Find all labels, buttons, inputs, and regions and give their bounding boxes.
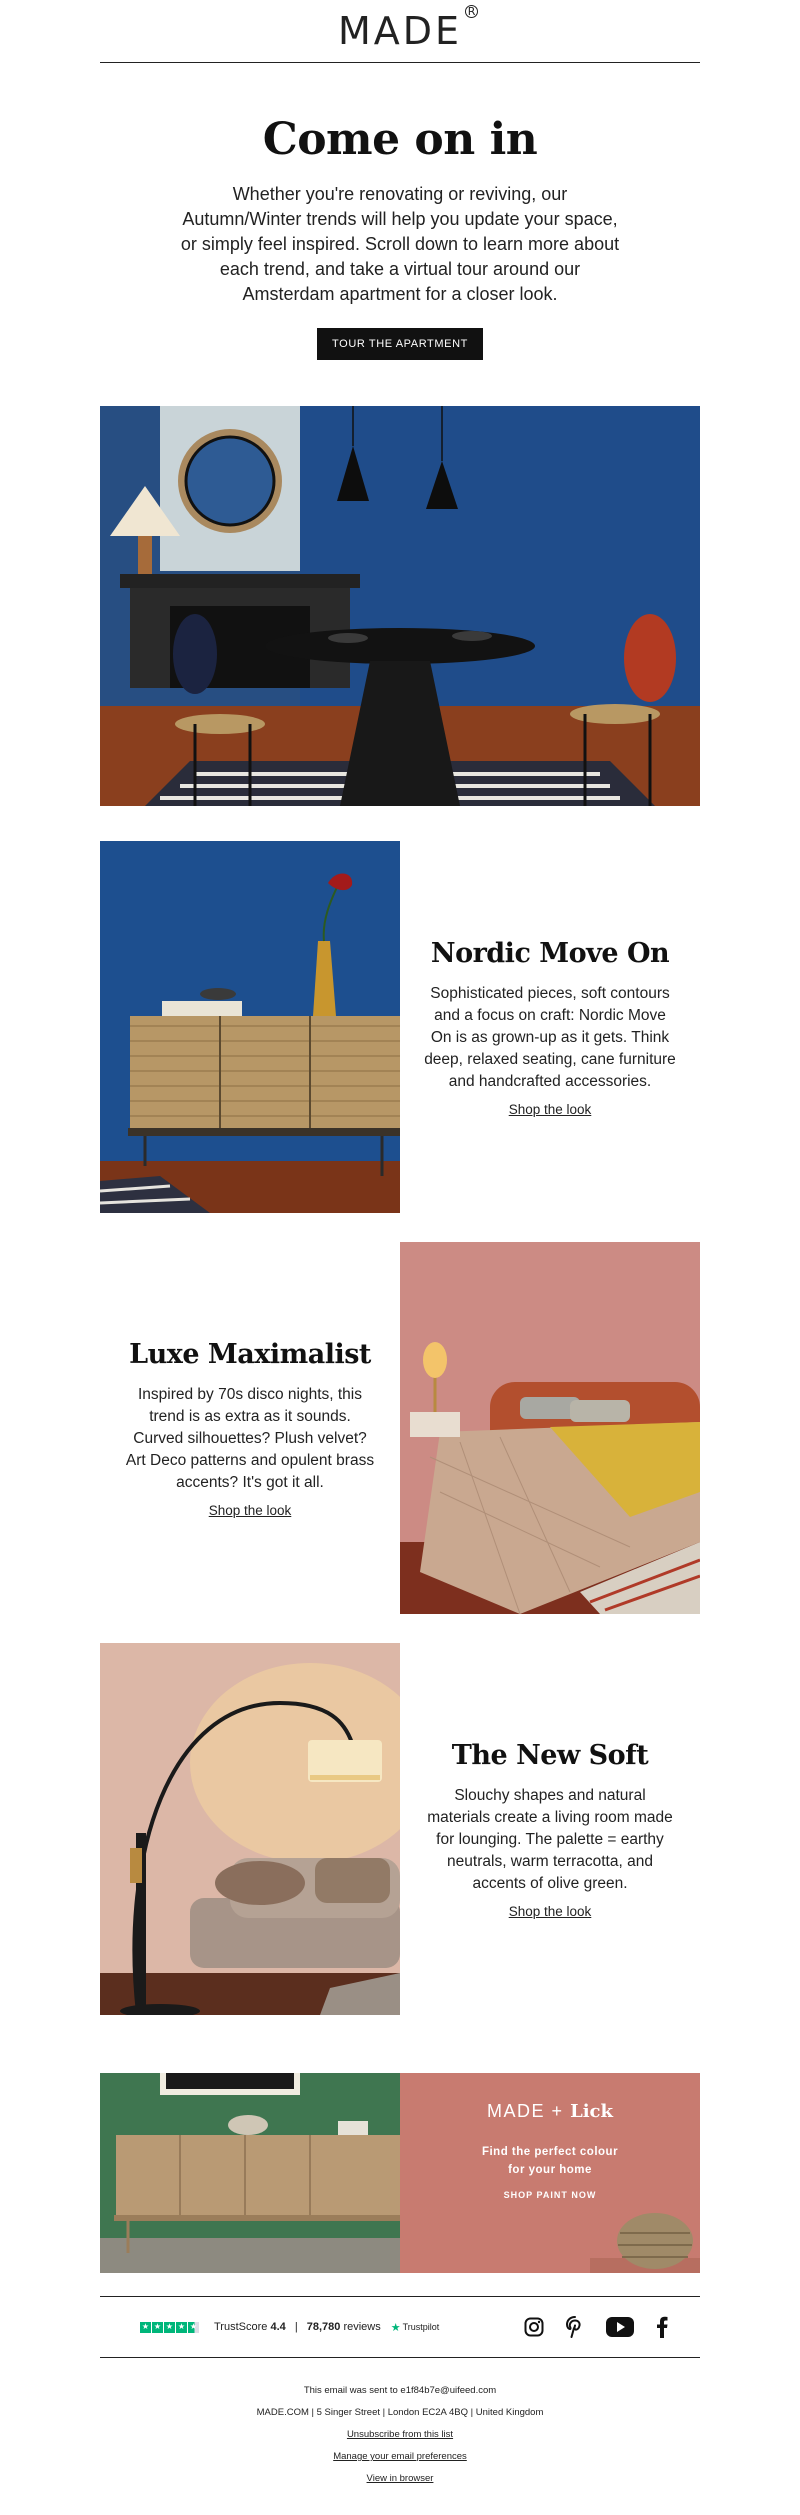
- shop-the-look-link[interactable]: Shop the look: [508, 1903, 592, 1919]
- review-count: 78,780: [306, 2321, 341, 2333]
- trustscore-text[interactable]: [214, 2321, 381, 2333]
- banner-brand-lick: Lick: [570, 2101, 613, 2122]
- trend-text-luxe: [100, 1242, 400, 1614]
- company-address: MADE.COM | 5 Singer Street | London EC2A 4BQ | United Kingdom: [256, 2407, 544, 2418]
- banner-tagline-line2: for your home: [508, 2164, 592, 2176]
- bedroom-illustration: [400, 1242, 700, 1614]
- trend-description: Sophisticated pieces, soft contours and a focus on craft: Nordic Move On is as grown-up as it gets. Think deep, relaxed seating, cane furniture and handcrafted accessories.: [424, 984, 676, 1090]
- trend-description: Slouchy shapes and natural materials create a living room made for lounging. The palette = earthy neutrals, warm terracotta, and accents of olive green.: [427, 1786, 673, 1892]
- trustscore-label: TrustScore: [214, 2321, 268, 2333]
- facebook-icon[interactable]: [656, 2316, 668, 2338]
- shop-paint-link[interactable]: SHOP PAINT NOW: [503, 2190, 597, 2200]
- trend-image-nordic[interactable]: [100, 841, 400, 1213]
- trustpilot-stars: [140, 2322, 200, 2333]
- trustpilot-star-icon: ★: [390, 2321, 401, 2334]
- trend-luxe-maximalist: [100, 1242, 700, 1614]
- pouf-illustration: [590, 2203, 700, 2273]
- banner-brand: [400, 2101, 700, 2122]
- view-in-browser-link[interactable]: View in browser: [366, 2473, 434, 2484]
- social-links: [502, 2316, 668, 2338]
- made-logo[interactable]: [337, 5, 476, 53]
- banner-tagline-line1: Find the perfect colour: [481, 2146, 619, 2158]
- trend-image-luxe[interactable]: [400, 1242, 700, 1614]
- trend-nordic-move-on: [100, 841, 700, 1213]
- star-icon: ★: [165, 2322, 174, 2331]
- trend-text-soft: [400, 1643, 700, 2015]
- trend-description: Inspired by 70s disco nights, this trend is as extra as it sounds. Curved silhouettes? Plush velvet? Art Deco patterns and opulent brass accents? It's got it all.: [125, 1385, 375, 1491]
- footer: [100, 2380, 700, 2490]
- intro-section: [100, 63, 700, 360]
- hero-image[interactable]: [100, 406, 700, 806]
- star-icon: ★: [141, 2322, 150, 2331]
- trustscore-separator: |: [294, 2321, 298, 2333]
- youtube-icon[interactable]: [606, 2317, 634, 2337]
- dining-room-illustration: [100, 406, 700, 806]
- intro-text: Whether you're renovating or reviving, our Autumn/Winter trends will help you update your space, or simply feel inspired. Scroll down to learn more about each trend, and take a virtual tour around our Amsterdam apartment for a closer look.: [180, 184, 620, 304]
- preferences-link[interactable]: Manage your email preferences: [333, 2451, 467, 2462]
- page-title: Come on in: [262, 114, 538, 165]
- review-suffix: reviews: [343, 2321, 381, 2333]
- logo-text: MADE: [337, 9, 463, 53]
- pinterest-icon[interactable]: [566, 2316, 584, 2338]
- lick-paint-banner[interactable]: [100, 2073, 700, 2273]
- trustpilot-logo[interactable]: [391, 2321, 440, 2334]
- trustscore-value: 4.4: [270, 2321, 286, 2333]
- star-icon: ★: [153, 2322, 162, 2331]
- banner-tagline: [400, 2143, 700, 2179]
- banner-brand-plus: +: [551, 2101, 564, 2121]
- banner-promo-panel: [400, 2073, 700, 2273]
- sent-to-text: This email was sent to e1f84b7e@uifeed.com: [303, 2385, 497, 2396]
- trend-title: Nordic Move On: [430, 937, 670, 969]
- living-room-illustration: [100, 1643, 400, 2015]
- sideboard-banner-illustration: [100, 2073, 400, 2273]
- email-container: [100, 0, 700, 2484]
- sideboard-illustration: [100, 841, 400, 1213]
- trustpilot-brand: Trustpilot: [402, 2322, 440, 2332]
- trend-the-new-soft: [100, 1643, 700, 2015]
- star-icon: ★: [177, 2322, 186, 2331]
- trustpilot-bar: [100, 2296, 700, 2358]
- trend-title: Luxe Maximalist: [129, 1338, 371, 1370]
- banner-brand-made: MADE: [487, 2101, 546, 2121]
- shop-the-look-link[interactable]: Shop the look: [508, 1101, 592, 1117]
- shop-the-look-link[interactable]: Shop the look: [208, 1502, 292, 1518]
- star-half-icon: ★: [189, 2322, 198, 2331]
- trend-title: The New Soft: [451, 1739, 649, 1771]
- trend-text-nordic: [400, 841, 700, 1213]
- unsubscribe-link[interactable]: Unsubscribe from this list: [346, 2429, 454, 2440]
- header: [100, 0, 700, 63]
- tour-button[interactable]: TOUR THE APARTMENT: [317, 328, 483, 360]
- registered-icon: R: [465, 5, 478, 18]
- trend-image-soft[interactable]: [100, 1643, 400, 2015]
- instagram-icon[interactable]: [524, 2317, 544, 2337]
